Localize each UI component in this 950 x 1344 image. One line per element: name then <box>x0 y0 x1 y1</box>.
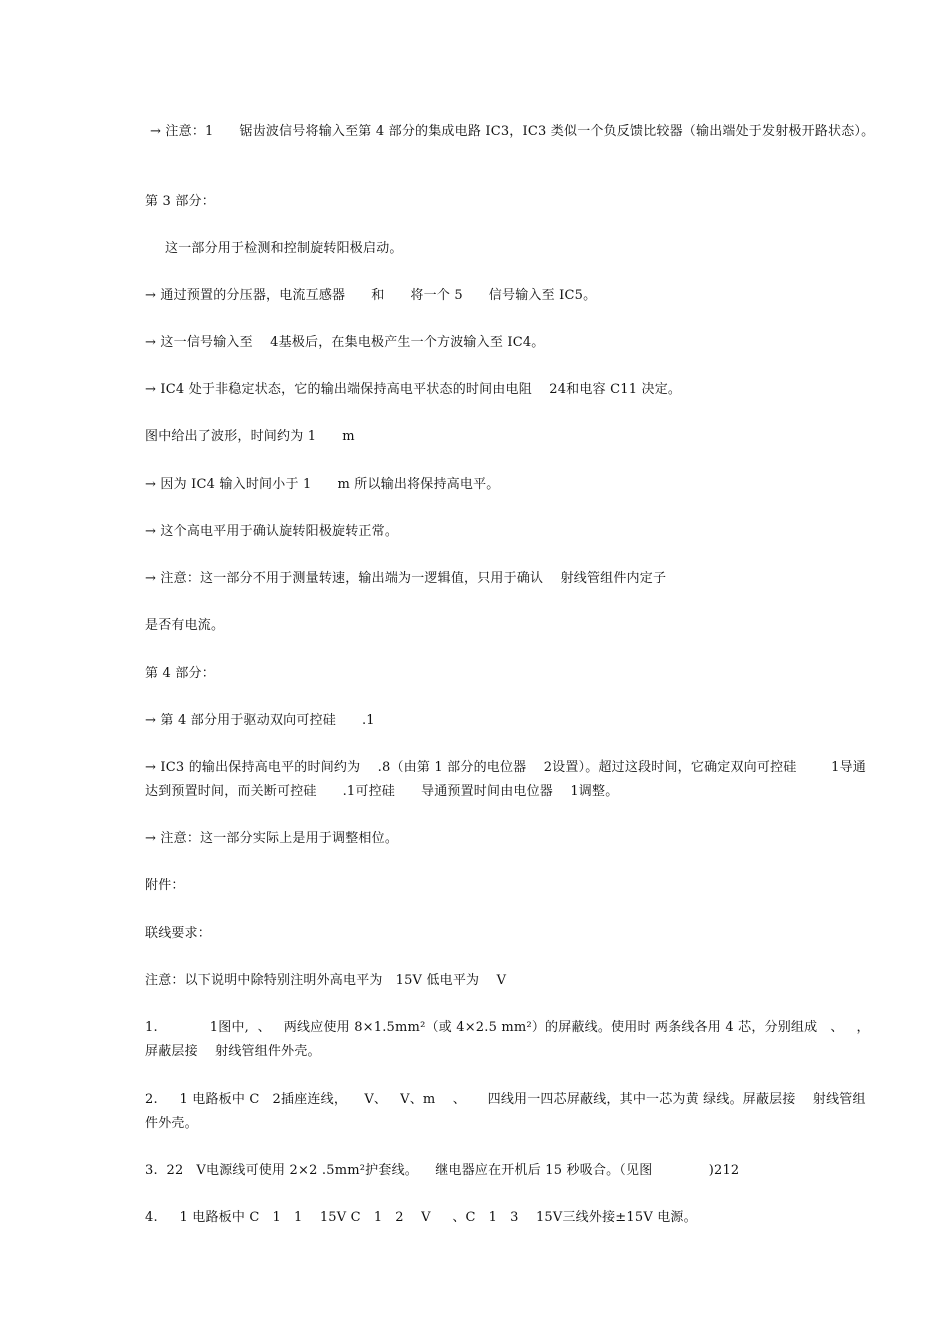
bullet-paragraph: → 这个高电平用于确认旋转阳极旋转正常。 <box>145 524 399 539</box>
numbered-item: 3. 22 V电源线可使用 2×2 .5mm²护套线。 继电器应在开机后 15 秒吸合。（见图 )212 <box>145 1163 740 1178</box>
note-paragraph: → 注意：这一部分不用于测量转速，输出端为一逻辑值，只用于确认 射线管组件内定子 <box>145 571 667 586</box>
bullet-paragraph: → 因为 IC4 输入时间小于 1 m 所以输出将保持高电平。 <box>145 477 500 492</box>
section-heading: 第 3 部分： <box>145 194 215 209</box>
paragraph: 图中给出了波形，时间约为 1 m <box>145 429 355 444</box>
paragraph: 这一部分用于检测和控制旋转阳极启动。 <box>165 241 403 256</box>
note-paragraph: → 注意：1 锯齿波信号将输入至第 4 部分的集成电路 IC3，IC3 类似一个负反馈比较器（输出端处于发射极开路状态）。 <box>150 124 875 139</box>
note-paragraph: 注意：以下说明中除特别注明外高电平为 15V 低电平为 V <box>145 973 507 988</box>
paragraph: 是否有电流。 <box>145 618 225 633</box>
bullet-paragraph: → IC4 处于非稳定状态，它的输出端保持高电平状态的时间由电阻 24和电容 C11 决定。 <box>145 382 682 397</box>
bullet-paragraph: → 这一信号输入至 4基极后，在集电极产生一个方波输入至 IC4。 <box>145 335 545 350</box>
numbered-item: 1. 1图中, 、 两线应使用 8×1.5mm²（或 4×2.5 mm²）的屏蔽线。使用时 两条线各用 4 芯，分别组成 、 ，屏蔽层接 射线管组件外壳。 <box>145 1020 870 1059</box>
bullet-paragraph: → 通过预置的分压器，电流互感器 和 将一个 5 信号输入至 IC5。 <box>145 288 597 303</box>
numbered-item: 4. 1 电路板中 C 1 1 15V C 1 2 V 、C 1 3 15V三线外接±15V 电源。 <box>145 1210 697 1225</box>
bullet-paragraph: → 第 4 部分用于驱动双向可控硅 .1 <box>145 713 375 728</box>
bullet-paragraph: → IC3 的输出保持高电平的时间约为 .8（由第 1 部分的电位器 2设置）。超过这段时间，它确定双向可控硅 1导通达到预置时间，而关断可控硅 .1可控硅 导通预置时间由电位器 1调整。 <box>145 760 867 799</box>
numbered-item: 2. 1 电路板中 C 2插座连线， V、 V、m 、 四线用一四芯屏蔽线，其中一芯为黄 绿线。屏蔽层接 射线管组件外壳。 <box>145 1092 866 1131</box>
section-heading: 附件： <box>145 878 185 893</box>
section-heading: 第 4 部分： <box>145 666 215 681</box>
section-heading: 联线要求： <box>145 926 212 941</box>
note-paragraph: → 注意：这一部分实际上是用于调整相位。 <box>145 831 399 846</box>
